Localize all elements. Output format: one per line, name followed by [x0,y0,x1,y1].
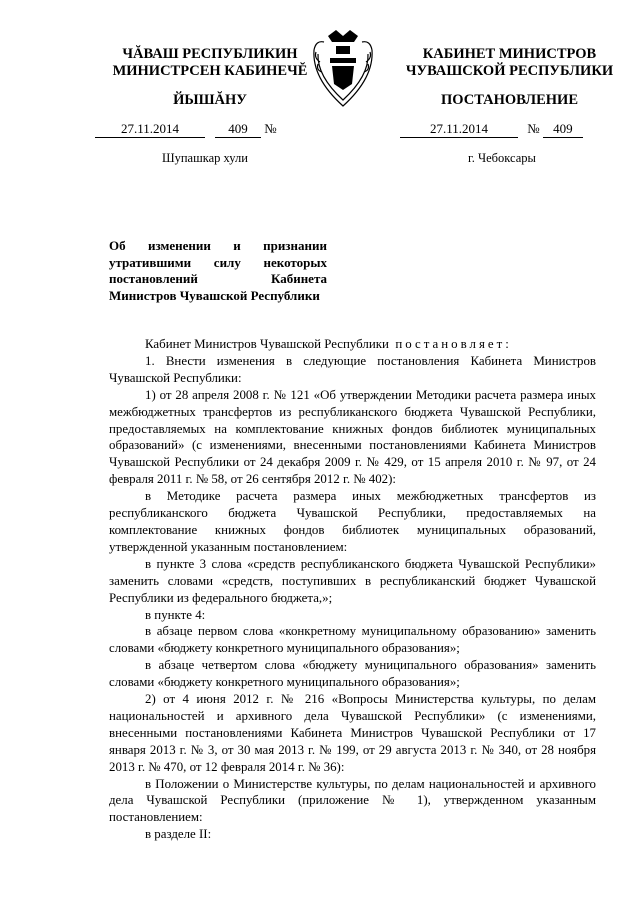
body-paragraph: 2) от 4 июня 2012 г. № 216 «Вопросы Министерства культуры, по делам национальностей и архивного дела Чувашской Республики» (с изменениями, внесенными постановлениями Кабинета Министров Чувашской Республики от 17 января 2013 г. № 3, от 30 мая 2013 г. № 199, от 29 августа 2013 г. № 340, от 28 ноября 2013 г. № 470, от 12 февраля 2014 г. № 36): [109,692,596,774]
body-paragraph: в пункте 3 слова «средств республиканского бюджета Чувашской Республики» заменить словами «средств, поступивших в республиканский бюджет Чувашской Республики из федерального бюджета,»; [109,556,596,605]
header-left-line2: МИНИСТРСЕН КАБИНЕЧĔ [112,63,308,79]
intro-verb: постановляет: [395,337,512,351]
document-subject: Об изменении и признании утратившими силу некоторых постановлений Кабинета Министров Чувашской Республики [109,238,327,303]
number-left: 409 [215,121,261,138]
body-paragraph: в Положении о Министерстве культуры, по делам национальностей и архивного дела Чувашской Республики (приложение № 1), утвержденном указанным постановлением: [109,776,596,825]
body-intro [109,336,596,353]
document-body [109,336,596,843]
date-left: 27.11.2014 [95,121,205,138]
city-russian: г. Чебоксары [468,151,536,165]
emblem-icon [306,28,380,110]
body-paragraph: 1) от 28 апреля 2008 г. № 121 «Об утверждении Методики расчета размера иных межбюджетных трансфертов из республиканского бюджета Чувашской Республики, предоставляемых на комплектование книжных фондов библиотек муниципальных образований» (с изменениями, внесенными постановлениями Кабинета Министров Чувашской Республики от 24 декабря 2009 г. № 429, от 15 апреля 2010 г. № 97, от 24 февраля 2011 г. № 58, от 26 сентября 2012 г. № 402): [109,387,596,487]
header-left-line1: ЧĂВАШ РЕСПУБЛИКИН [122,46,298,62]
date-right: 27.11.2014 [400,121,518,138]
intro-text: Кабинет Министров Чувашской Республики [145,337,389,351]
body-paragraph: в пункте 4: [145,607,206,622]
header-right [402,46,617,80]
number-right: 409 [543,121,583,138]
number-line-left [95,121,277,137]
doc-type-chuvash: ЙЫШĂНУ [173,92,247,108]
header-left [95,46,325,80]
number-sign-right: № [527,121,540,136]
header-right-line2: ЧУВАШСКОЙ РЕСПУБЛИКИ [405,63,614,79]
body-paragraph: в разделе II: [145,827,212,842]
body-paragraph: в Методике расчета размера иных межбюджетных трансфертов из республиканского бюджета Чувашской Республики, предоставляемых на комплектование книжных фондов библиотек муниципальных образований, утвержденной указанным постановлением: [109,489,596,554]
body-paragraph: 1. Внести изменения в следующие постановления Кабинета Министров Чувашской Республики: [109,353,596,385]
doc-type-russian: ПОСТАНОВЛЕНИЕ [440,92,578,108]
header-right-line1: КАБИНЕТ МИНИСТРОВ [422,46,597,62]
body-paragraph: в абзаце четвертом слова «бюджету муниципального образования» заменить словами «бюджету конкретного муниципального образования»; [109,658,596,690]
city-chuvash: Шупашкар хули [162,151,248,165]
number-line-right [400,121,583,137]
body-paragraph: в абзаце первом слова «конкретному муниципальному образованию» заменить словами «бюджету конкретного муниципального образования»; [109,624,596,656]
number-sign-left: № [264,121,277,136]
